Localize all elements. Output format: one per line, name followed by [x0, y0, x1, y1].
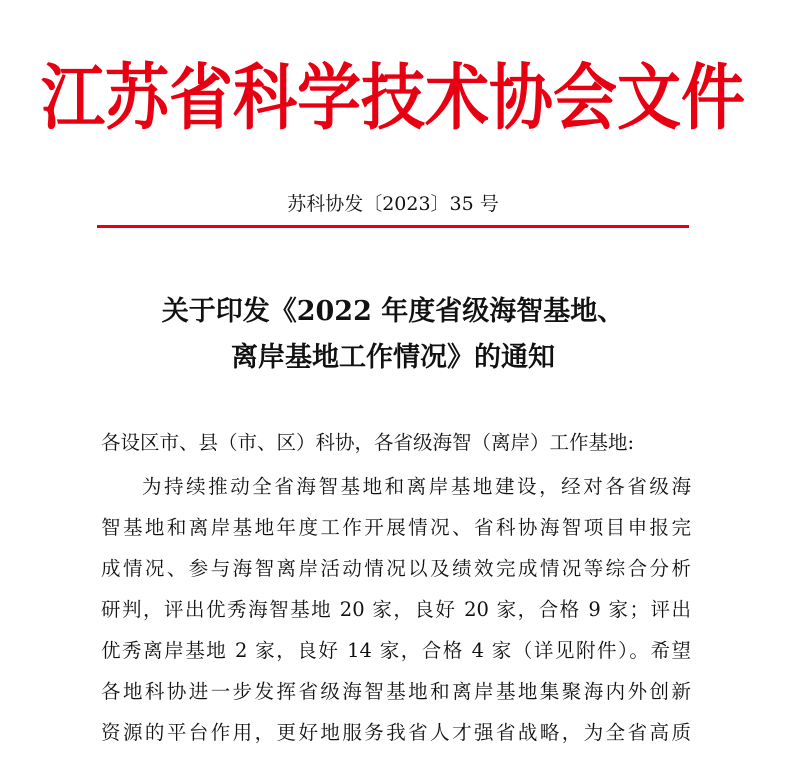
salutation: 各设区市、县（市、区）科协，各省级海智（离岸）工作基地:: [101, 431, 635, 454]
body-line: 优秀离岸基地 2 家，良好 14 家，合格 4 家（详见附件）。希望: [101, 639, 691, 662]
body-line: 研判，评出优秀海智基地 20 家，良好 20 家，合格 9 家；评出: [101, 598, 691, 621]
body-line: 智基地和离岸基地年度工作开展情况、省科协海智项目申报完: [101, 516, 691, 539]
notice-title-line-1: 关于印发《2022 年度省级海智基地、: [161, 296, 625, 327]
notice-title-line-2: 离岸基地工作情况》的通知: [231, 342, 555, 373]
masthead-title: 江苏省科学技术协会文件: [41, 56, 745, 141]
red-divider-line: [97, 225, 689, 228]
document-number: 苏科协发〔2023〕35 号: [287, 193, 499, 215]
body-line: 各地科协进一步发挥省级海智基地和离岸基地集聚海内外创新: [101, 680, 691, 703]
body-line: 为持续推动全省海智基地和离岸基地建设，经对各省级海: [142, 475, 691, 498]
body-line: 资源的平台作用，更好地服务我省人才强省战略，为全省高质: [101, 721, 691, 744]
body-line: 成情况、参与海智离岸活动情况以及绩效完成情况等综合分析: [101, 557, 691, 580]
